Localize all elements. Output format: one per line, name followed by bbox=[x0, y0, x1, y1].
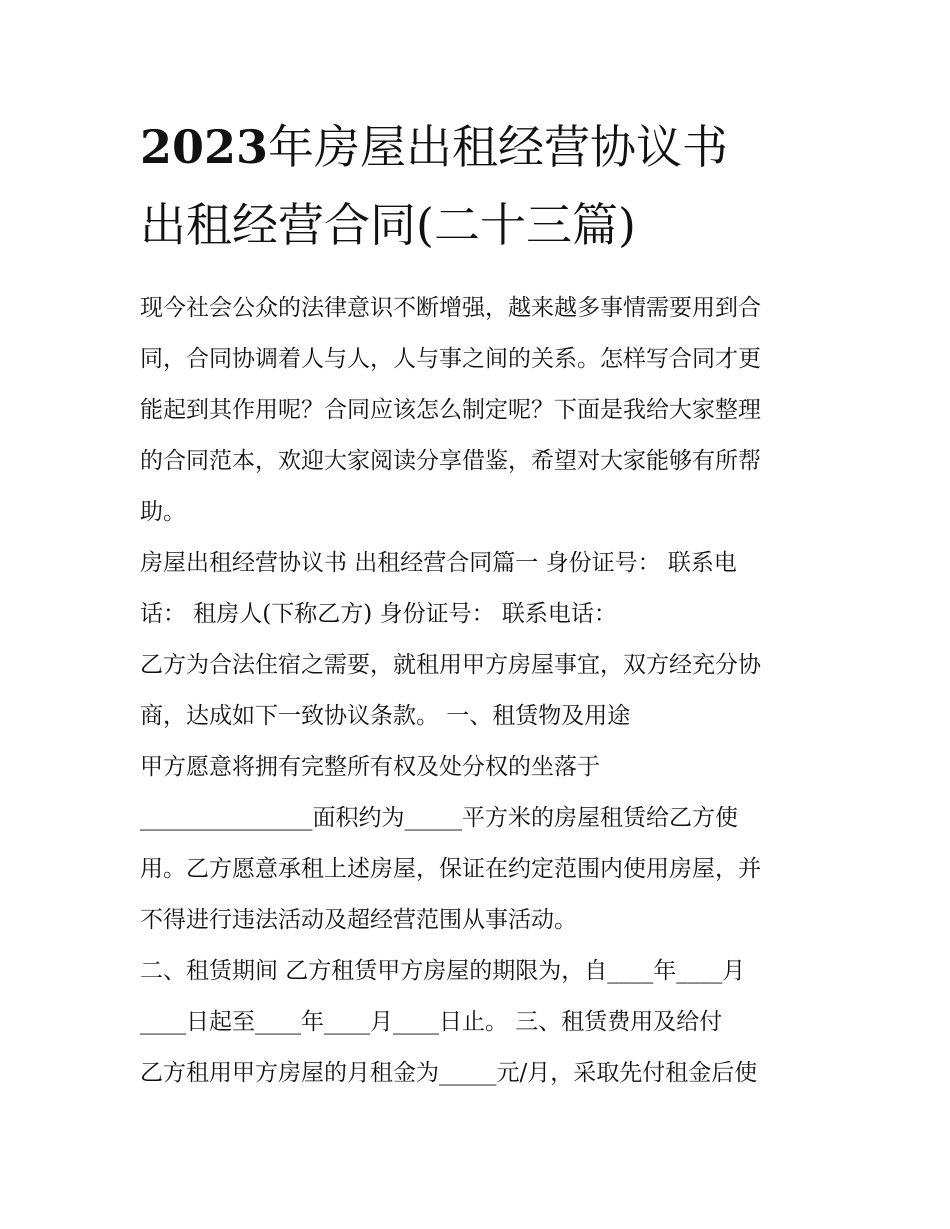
body-line: _______________面积约为_____平方米的房屋租赁给乙方使 bbox=[140, 805, 738, 831]
body-line: 同，合同协调着人与人，人与事之间的关系。怎样写合同才更 bbox=[140, 346, 761, 372]
body-line: 助。 bbox=[140, 499, 186, 525]
body-line: 现今社会公众的法律意识不断增强，越来越多事情需要用到合 bbox=[140, 295, 761, 321]
title-year: 2023 bbox=[140, 120, 269, 174]
document-title-line-2: 出租经营合同(二十三篇) bbox=[140, 198, 636, 252]
body-line: 商，达成如下一致协议条款。 一、租赁物及用途 bbox=[140, 703, 631, 729]
body-line: 话： 租房人(下称乙方) 身份证号： 联系电话： bbox=[140, 601, 617, 627]
body-line: 不得进行违法活动及超经营范围从事活动。 bbox=[140, 907, 577, 933]
title-text: 年房屋出租经营协议书 bbox=[268, 120, 729, 174]
document-body bbox=[140, 283, 820, 1099]
document-title-line-1 bbox=[140, 118, 840, 176]
body-line: ____日起至____年____月____日止。 三、租赁费用及给付 bbox=[140, 1009, 723, 1035]
body-line: 能起到其作用呢？合同应该怎么制定呢？下面是我给大家整理 bbox=[140, 397, 761, 423]
body-line: 用。乙方愿意承租上述房屋，保证在约定范围内使用房屋，并 bbox=[140, 856, 761, 882]
body-line: 甲方愿意将拥有完整所有权及处分权的坐落于 bbox=[140, 754, 600, 780]
body-line: 乙方租用甲方房屋的月租金为_____元/月，采取先付租金后使 bbox=[140, 1060, 758, 1086]
body-line: 房屋出租经营协议书 出租经营合同篇一 身份证号： 联系电 bbox=[140, 550, 737, 576]
body-line: 二、租赁期间 乙方租赁甲方房屋的期限为，自____年____月 bbox=[140, 958, 746, 984]
body-line: 的合同范本，欢迎大家阅读分享借鉴，希望对大家能够有所帮 bbox=[140, 448, 761, 474]
body-line: 乙方为合法住宿之需要，就租用甲方房屋事宜，双方经充分协 bbox=[140, 652, 761, 678]
